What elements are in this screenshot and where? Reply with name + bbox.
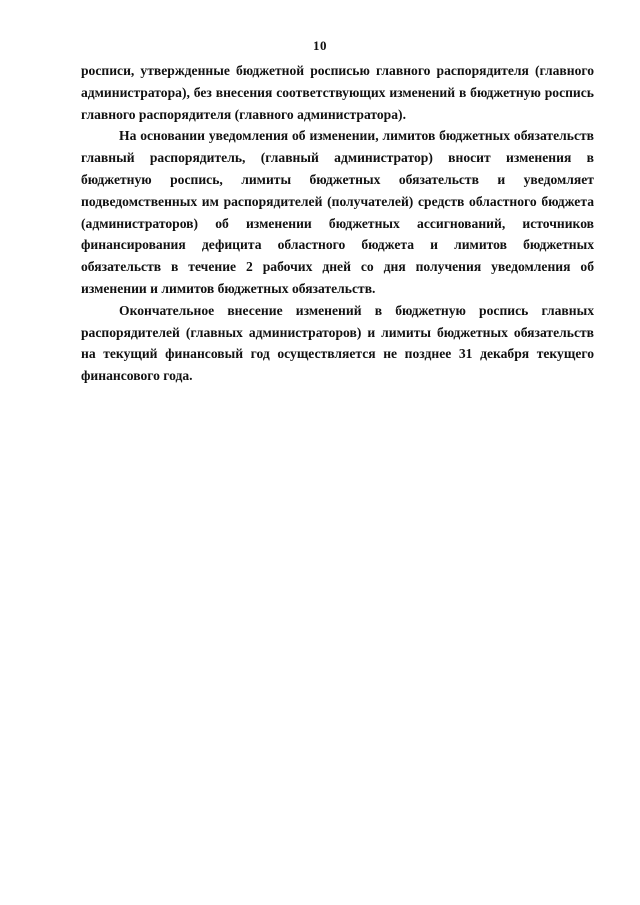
paragraph-final-changes: Окончательное внесение изменений в бюджетную роспись главных распорядителей (главных администраторов) и лимиты бюджетных обязательств на текущий финансовый год осуществляется не позднее 31 декабря текущего финансового года. (81, 302, 594, 384)
document-body (81, 60, 594, 387)
paragraph-notification-changes: На основании уведомления об изменении, лимитов бюджетных обязательств главный распорядитель, (главный администратор) вносит изменения в бюджетную роспись, лимиты бюджетных обязательств и уведомляет подведомственных им распорядителей (получателей) средств областного бюджета (администраторов) об изменении бюджетных ассигнований, источников финансирования дефицита областного бюджета и лимитов бюджетных обязательств в течение 2 рабочих дней со дня получения уведомления об изменении и лимитов бюджетных обязательств. (81, 128, 594, 296)
paragraph-continuation: росписи, утвержденные бюджетной росписью главного распорядителя (главного администратора), без внесения соответствующих изменений в бюджетную роспись главного распорядителя (главного администратора). (81, 63, 594, 122)
page-number: 10 (313, 38, 327, 53)
